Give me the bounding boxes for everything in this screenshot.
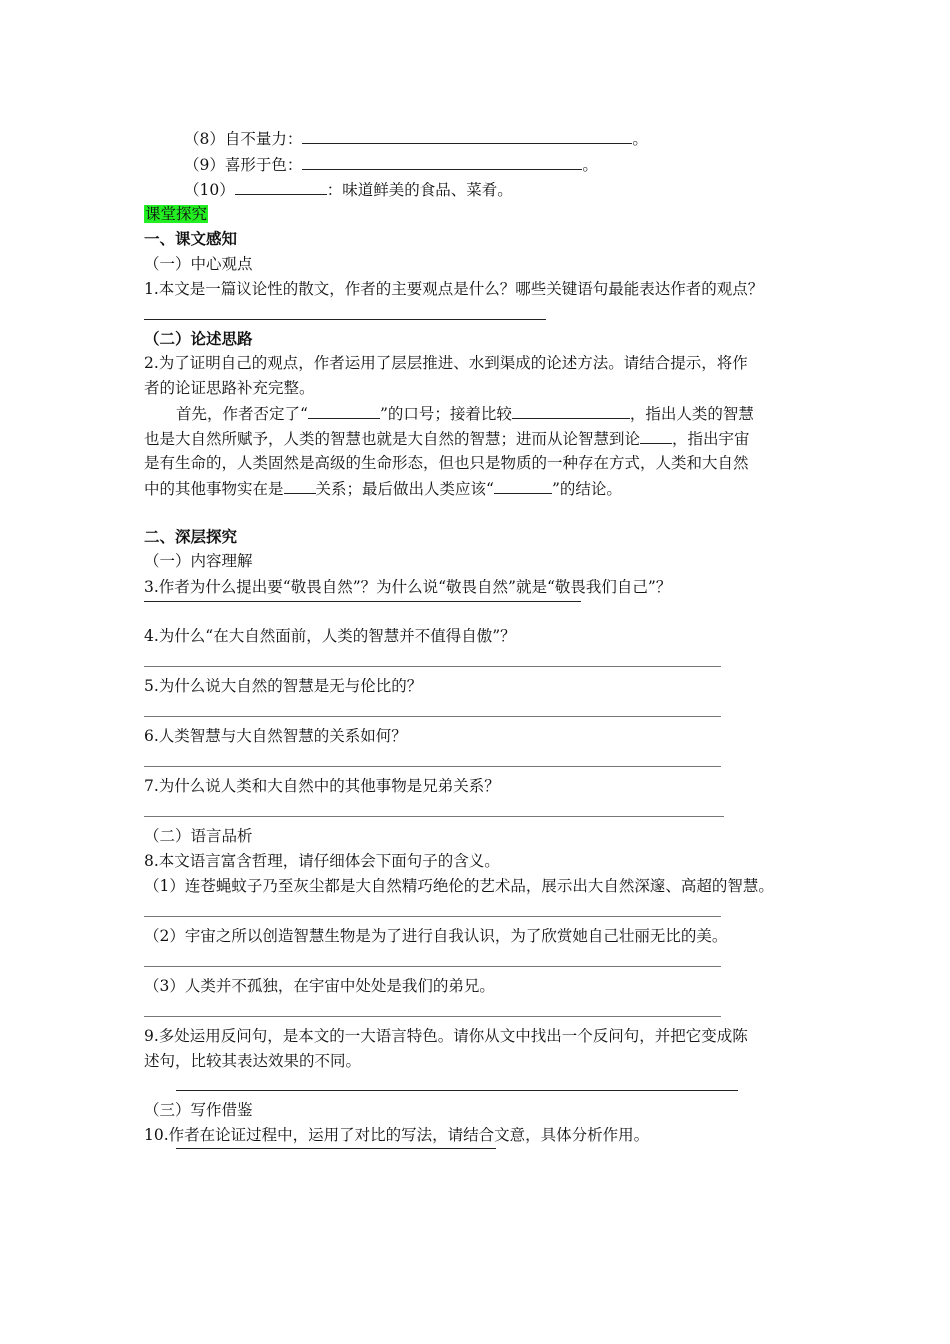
vocab-item-9: [184, 154, 598, 175]
question-8-2: （2）宇宙之所以创造智慧生物是为了进行自我认识，为了欣赏她自己壮丽无比的美。: [144, 927, 728, 945]
part1-sub2: （二）论述思路: [144, 329, 253, 348]
answer-blank[interactable]: [512, 403, 630, 419]
question-10: 10.作者在论证过程中，运用了对比的写法，请结合文意，具体分析作用。: [144, 1126, 650, 1144]
answer-line[interactable]: [144, 601, 581, 602]
reasoning-line-3: 是有生命的，人类固然是高级的生命形态，但也只是物质的一种存在方式，人类和大自然: [144, 454, 749, 472]
answer-line[interactable]: [144, 816, 724, 817]
answer-blank[interactable]: [640, 428, 672, 444]
text-segment: ”的结论。: [551, 480, 622, 498]
section-tag-label: 课堂探究: [145, 205, 208, 223]
question-7: 7.为什么说人类和大自然中的其他事物是兄弟关系？: [144, 777, 500, 795]
question-5: 5.为什么说大自然的智慧是无与伦比的？: [144, 677, 423, 695]
item-end: 。: [632, 130, 648, 148]
text-segment: ，指出宇宙: [672, 430, 750, 448]
item-number: （8）: [184, 130, 225, 148]
answer-blank[interactable]: [494, 478, 552, 494]
answer-line[interactable]: [176, 1148, 496, 1149]
answer-blank[interactable]: [308, 403, 380, 419]
question-9-line1: 9.多处运用反问句，是本文的一大语言特色。请你从文中找出一个反问句，并把它变成陈: [144, 1027, 748, 1045]
question-8: 8.本文语言富含哲理，请仔细体会下面句子的含义。: [144, 852, 500, 870]
reasoning-line-1: [176, 403, 754, 424]
answer-line[interactable]: [144, 319, 546, 320]
question-9-line2: 述句，比较其表达效果的不同。: [144, 1052, 362, 1070]
answer-line[interactable]: [144, 716, 721, 717]
reasoning-line-2: [144, 428, 750, 449]
question-3: 3.作者为什么提出要“敬畏自然”？为什么说“敬畏自然”就是“敬畏我们自己”？: [144, 578, 672, 596]
text-segment: 关系；最后做出人类应该“: [315, 480, 494, 498]
answer-line[interactable]: [144, 966, 721, 967]
vocab-item-10: [184, 179, 513, 200]
item-definition: ：味道鲜美的食品、菜肴。: [326, 181, 513, 199]
text-segment: 中的其他事物实在是: [144, 480, 284, 498]
question-1: 1.本文是一篇议论性的散文，作者的主要观点是什么？哪些关键语句最能表达作者的观点？: [144, 280, 764, 298]
text-segment: ，指出人类的智慧: [629, 405, 754, 423]
item-end: 。: [582, 156, 598, 174]
part2-sub3: （三）写作借鉴: [144, 1101, 253, 1119]
vocab-item-8: [184, 128, 648, 149]
part2-sub1: （一）内容理解: [144, 552, 253, 570]
item-number: （9）: [184, 156, 225, 174]
question-8-1: （1）连苍蝇蚊子乃至灰尘都是大自然精巧绝伦的艺术品，展示出大自然深邃、高超的智慧。: [144, 877, 774, 895]
text-segment: ”的口号；接着比较: [379, 405, 512, 423]
item-word: 自不量力：: [224, 130, 303, 148]
section-tag: [144, 204, 208, 224]
part1-sub1: （一）中心观点: [144, 255, 253, 273]
question-8-3: （3）人类并不孤独，在宇宙中处处是我们的弟兄。: [144, 977, 495, 995]
question-2-line2: 者的论证思路补充完整。: [144, 379, 315, 397]
answer-line[interactable]: [144, 916, 721, 917]
reasoning-line-4: [144, 478, 622, 499]
answer-line[interactable]: [144, 766, 721, 767]
answer-blank[interactable]: [302, 154, 582, 170]
answer-blank[interactable]: [235, 179, 327, 195]
question-4: 4.为什么“在大自然面前，人类的智慧并不值得自傲”？: [144, 627, 516, 645]
part2-title: 二、深层探究: [144, 527, 238, 546]
question-2-line1: 2.为了证明自己的观点，作者运用了层层推进、水到渠成的论述方法。请结合提示，将作: [144, 354, 748, 372]
answer-line[interactable]: [176, 1090, 738, 1091]
text-segment: 首先，作者否定了“: [176, 405, 308, 423]
text-segment: 也是大自然所赋予，人类的智慧也就是大自然的智慧；进而从论智慧到论: [144, 430, 641, 448]
item-number: （10）: [184, 181, 235, 199]
answer-line[interactable]: [144, 1016, 721, 1017]
answer-blank[interactable]: [302, 128, 632, 144]
question-6: 6.人类智慧与大自然智慧的关系如何？: [144, 727, 407, 745]
item-word: 喜形于色：: [224, 156, 303, 174]
answer-line[interactable]: [144, 666, 721, 667]
answer-blank[interactable]: [284, 478, 316, 494]
part2-sub2: （二）语言品析: [144, 827, 253, 845]
part1-title: 一、课文感知: [144, 229, 238, 248]
